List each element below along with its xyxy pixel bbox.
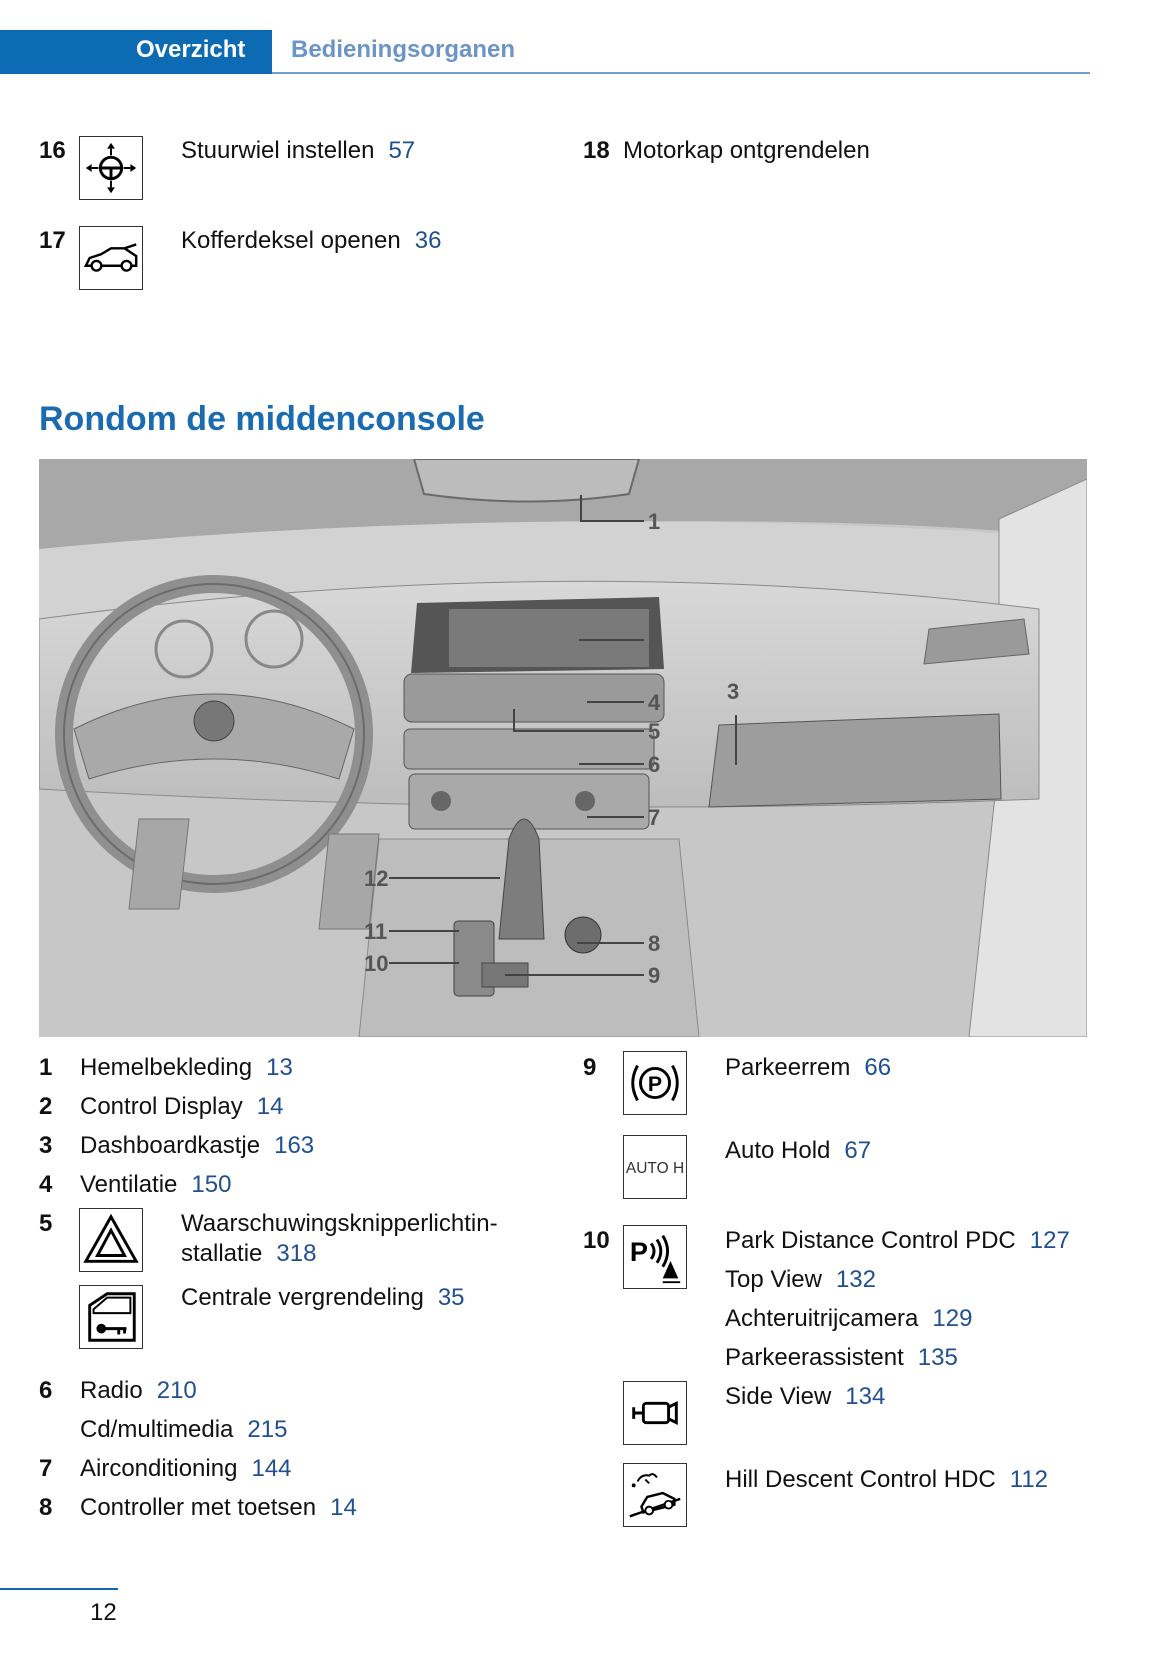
page-ref-link[interactable]: 127 [1029, 1227, 1070, 1254]
item-label: Hemelbekleding 13 [80, 1054, 293, 1081]
item-number: 6 [39, 1377, 53, 1404]
item-label: Motorkap ontgrendelen [623, 137, 870, 164]
parking-brake-icon [623, 1051, 687, 1115]
svg-text:P: P [647, 1071, 663, 1096]
auto-hold-icon [623, 1135, 687, 1199]
callout-11: 11 [364, 919, 388, 944]
callout-1: 1 [648, 509, 661, 534]
callout-5: 5 [648, 719, 661, 744]
auto-hold-icon-text: AUTO H [625, 1159, 685, 1177]
item-number: 18 [583, 137, 610, 164]
page-ref-link[interactable]: 210 [156, 1377, 197, 1404]
item-label: Dashboardkastje 163 [80, 1132, 315, 1159]
page-ref-link[interactable]: 318 [276, 1240, 317, 1267]
page-ref-link[interactable]: 129 [932, 1305, 973, 1332]
page-ref-link[interactable]: 163 [274, 1132, 315, 1159]
side-view-camera-icon [623, 1381, 687, 1445]
svg-text:P: P [629, 1235, 648, 1267]
hill-descent-icon [623, 1463, 687, 1527]
page-ref-link[interactable]: 36 [414, 227, 442, 254]
callout-10: 10 [364, 951, 389, 976]
item-label: Stuurwiel instellen 57 [181, 137, 416, 164]
item-number: 10 [583, 1227, 610, 1254]
page-ref-link[interactable]: 134 [845, 1383, 886, 1410]
callout-12: 12 [364, 866, 389, 891]
callout-4: 4 [648, 690, 661, 715]
page-ref-link[interactable]: 13 [266, 1054, 293, 1081]
callout-7: 7 [648, 805, 661, 830]
item-label: Park Distance Control PDC 127 [725, 1227, 1070, 1254]
tab-overzicht[interactable]: Overzicht [136, 36, 246, 63]
callout-3: 3 [727, 679, 740, 704]
item-label: Parkeerrem 66 [725, 1054, 892, 1081]
item-label: Achteruitrijcamera 129 [725, 1305, 973, 1332]
central-locking-icon [79, 1285, 143, 1349]
item-number: 4 [39, 1171, 53, 1198]
item-label: Centrale vergrendeling 35 [181, 1284, 465, 1311]
footer-rule [0, 1588, 118, 1590]
page-ref-link[interactable]: 66 [864, 1054, 892, 1081]
page-ref-link[interactable]: 150 [191, 1171, 232, 1198]
item-label: Ventilatie 150 [80, 1171, 232, 1198]
item-label: Parkeerassistent 135 [725, 1344, 958, 1371]
pdc-icon [623, 1225, 687, 1289]
item-number: 9 [583, 1054, 597, 1081]
callout-8: 8 [648, 931, 661, 956]
item-number: 7 [39, 1455, 53, 1482]
item-label: Hill Descent Control HDC 112 [725, 1466, 1049, 1493]
trunk-open-icon [79, 226, 143, 290]
item-number: 16 [39, 137, 66, 164]
page-ref-link[interactable]: 14 [256, 1093, 284, 1120]
item-label: Control Display 14 [80, 1093, 284, 1120]
page-ref-link[interactable]: 57 [388, 137, 416, 164]
page-ref-link[interactable]: 215 [247, 1416, 288, 1443]
item-label: Airconditioning 144 [80, 1455, 292, 1482]
tab-bedieningsorganen[interactable]: Bedieningsorganen [291, 36, 516, 63]
item-number: 3 [39, 1132, 53, 1159]
item-label: Kofferdeksel openen 36 [181, 227, 442, 254]
header-rule [272, 72, 1090, 74]
callout-2: 2 [648, 628, 661, 653]
item-label: Top View 132 [725, 1266, 876, 1293]
item-number: 8 [39, 1494, 53, 1521]
item-label: Controller met toetsen 14 [80, 1494, 357, 1521]
callout-9: 9 [648, 963, 661, 988]
page-ref-link[interactable]: 132 [835, 1266, 876, 1293]
item-number: 2 [39, 1093, 53, 1120]
item-number: 1 [39, 1054, 53, 1081]
item-label: Auto Hold 67 [725, 1137, 872, 1164]
page-ref-link[interactable]: 35 [437, 1284, 465, 1311]
page-ref-link[interactable]: 144 [251, 1455, 292, 1482]
page-ref-link[interactable]: 112 [1009, 1466, 1049, 1493]
page-ref-link[interactable]: 135 [917, 1344, 958, 1371]
item-label: Cd/multimedia 215 [80, 1416, 288, 1443]
callout-6: 6 [648, 752, 661, 777]
page-ref-link[interactable]: 14 [330, 1494, 357, 1521]
center-console-illustration [39, 459, 1087, 1037]
page-number: 12 [90, 1599, 117, 1626]
page-ref-link[interactable]: 67 [844, 1137, 872, 1164]
section-title: Rondom de middenconsole [39, 400, 485, 438]
item-number: 5 [39, 1210, 53, 1237]
item-label: Side View 134 [725, 1383, 886, 1410]
hazard-warning-icon [79, 1208, 143, 1272]
steering-adjust-icon [79, 136, 143, 200]
item-label: Radio 210 [80, 1377, 197, 1404]
item-number: 17 [39, 227, 66, 254]
item-label: Waarschuwingsknipperlichtin- stallatie 318 [181, 1210, 498, 1267]
